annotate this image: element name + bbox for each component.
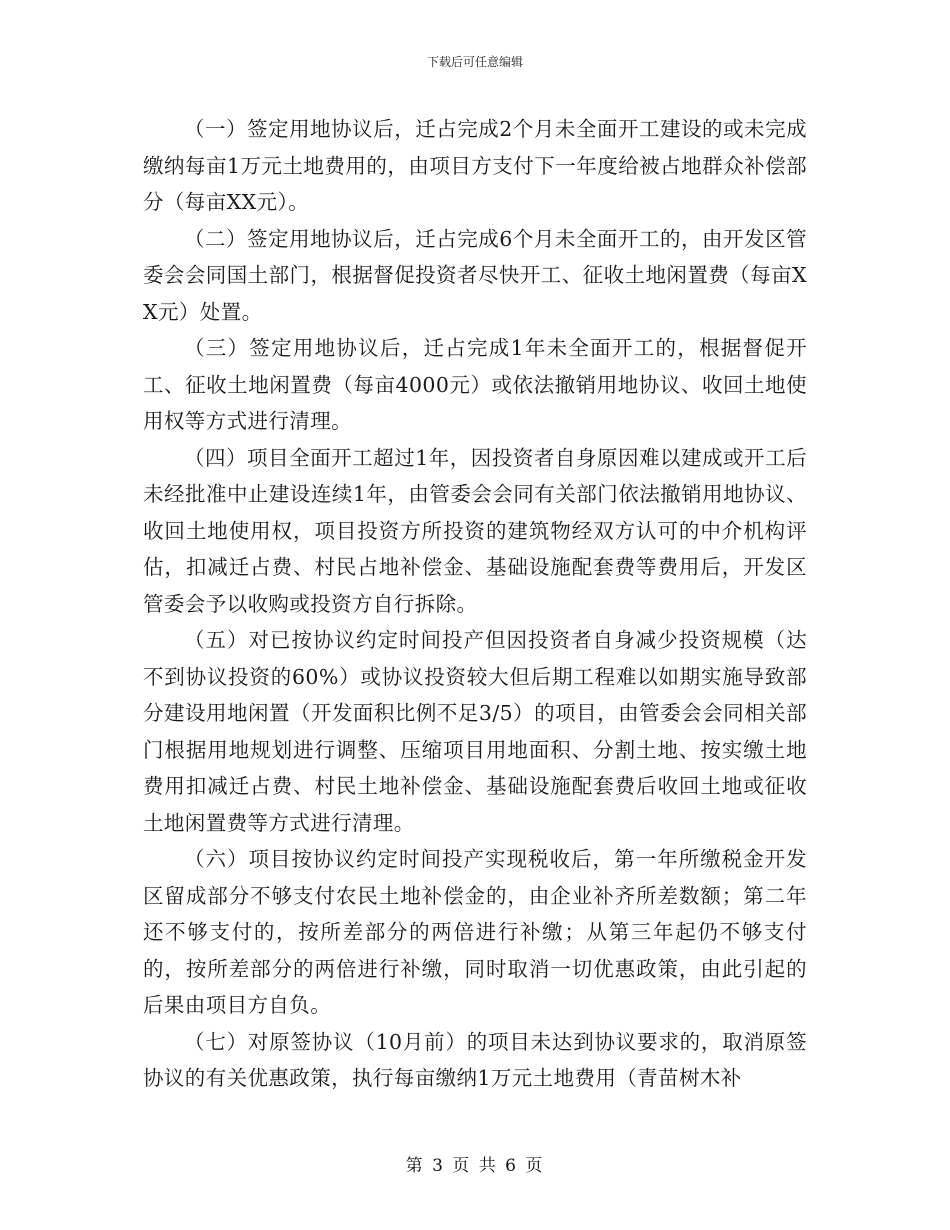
paragraph-4: （四）项目全面开工超过1年，因投资者自身原因难以建成或开工后未经批准中止建设连续1年，由管委会会同有关部门依法撤销用地协议、收回土地使用权，项目投资方所投资的建筑物经双方认可的中介机构评估，扣减迁占费、村民占地补偿金、基础设施配套费等费用后，开发区管委会予以收购或投资方自行拆除。 — [143, 445, 807, 616]
paragraph-2: （二）签定用地协议后，迁占完成6个月未全面开工的，由开发区管委会会同国土部门，根据督促投资者尽快开工、征收土地闲置费（每亩XX元）处置。 — [143, 226, 807, 324]
paragraph-6: （六）项目按协议约定时间投产实现税收后，第一年所缴税金开发区留成部分不够支付农民土地补偿金的，由企业补齐所差数额；第二年还不够支付的，按所差部分的两倍进行补缴；从第三年起仍不够支付的，按所差部分的两倍进行补缴，同时取消一切优惠政策，由此引起的后果由项目方自负。 — [143, 847, 807, 1017]
page-number-footer: 第 3 页 共 6 页 — [405, 1156, 545, 1176]
paragraph-5: （五）对已按协议约定时间投产但因投资者自身减少投资规模（达不到协议投资的60%）或协议投资较大但后期工程难以如期实施导致部分建设用地闲置（开发面积比例不足3/5）的项目，由管委会会同相关部门根据用地规划进行调整、压缩项目用地面积、分割土地、按实缴土地费用扣减迁占费、村民土地补偿金、基础设施配套费后收回土地或征收土地闲置费等方式进行清理。 — [143, 628, 807, 835]
paragraph-3: （三）签定用地协议后，迁占完成1年未全面开工的，根据督促开工、征收土地闲置费（每亩4000元）或依法撤销用地协议、收回土地使用权等方式进行清理。 — [143, 336, 807, 433]
page-header-note: 下载后可任意编辑 — [426, 55, 523, 69]
paragraph-1: （一）签定用地协议后，迁占完成2个月未全面开工建设的或未完成缴纳每亩1万元土地费用的，由项目方支付下一年度给被占地群众补偿部分（每亩XX元）。 — [143, 117, 807, 214]
paragraph-7: （七）对原签协议（10月前）的项目未达到协议要求的，取消原签协议的有关优惠政策，执行每亩缴纳1万元土地费用（青苗树木补 — [143, 1029, 807, 1090]
document-body — [143, 111, 807, 1097]
